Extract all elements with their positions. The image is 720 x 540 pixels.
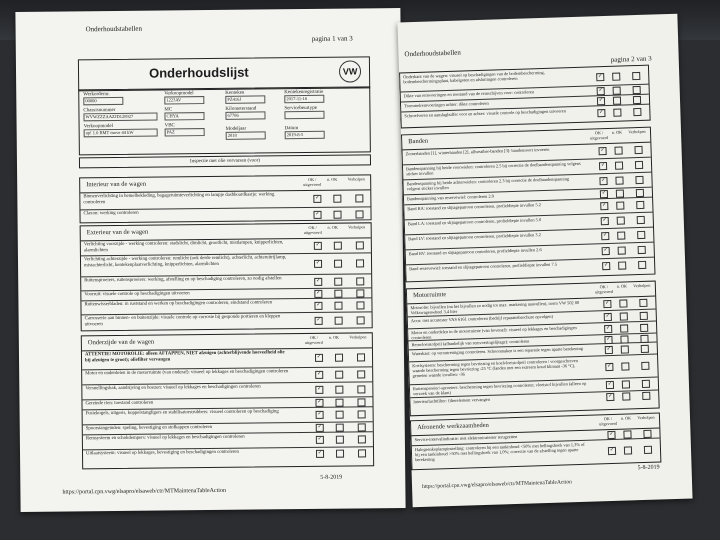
check-row-text: Remsysteem en schokdempers: visueel op lekkages en beschadigingen controleren <box>85 434 245 442</box>
checkbox-verholpen[interactable] <box>357 316 365 324</box>
checkbox-nok[interactable] <box>620 312 628 320</box>
checkbox-verholpen[interactable] <box>641 345 649 353</box>
check-row-text: Koelsysteem: bescherming tegen bevriezing en koelvloeistofpeil controleren / voorgeschreven waarde bescherming tegen bevriezing -25 °C (landen met een extreem koud klimaat -36 °C), gemeten waarde invullen: -36 <box>412 358 578 379</box>
checkbox-ok[interactable]: ✓ <box>601 232 609 240</box>
checkbox-nok[interactable] <box>612 73 620 81</box>
checkbox-nok[interactable] <box>336 436 344 444</box>
check-row-text: Verlichting achterzijde - werking controleren: remlicht (ook derde remlicht), achterlicht, achteruitrijlamp, mistachterlicht, kentekenplaatverlichting, knipperlichten, alarmlichten <box>83 255 287 269</box>
checkbox-ok[interactable]: ✓ <box>315 371 323 379</box>
checkbox-verholpen[interactable] <box>356 301 364 309</box>
section-interieur: Interieur van de wagen OK / uitgevoerd n. OK Verholpen Binnenverlichting in hemelbekleding, bagageruimteverlichting en lampje dashboardkastje: werking controleren ✓ Claxon: werking controleren ✓ <box>79 174 371 223</box>
section-title: Afronende werkzaamheden <box>417 421 489 432</box>
checkbox-nok[interactable] <box>618 261 626 269</box>
checkbox-nok[interactable] <box>336 424 344 432</box>
checkbox-ok[interactable]: ✓ <box>314 242 322 250</box>
checkbox-verholpen[interactable] <box>356 259 364 267</box>
checkbox-nok[interactable] <box>617 216 625 224</box>
checkbox-ok[interactable]: ✓ <box>315 317 323 325</box>
check-row-text: Uitlaatsysteem: visueel op lekkages, bevestiging en beschadigingen controleren <box>85 449 239 457</box>
checkbox-verholpen[interactable] <box>356 277 364 285</box>
checkbox-ok[interactable]: ✓ <box>315 386 323 394</box>
checkbox-ok[interactable]: ✓ <box>608 447 616 455</box>
check-row-text: Dikte van remvoeringen en toestand van de remschijven voor: controleren <box>403 89 535 99</box>
checkbox-nok[interactable] <box>618 246 626 254</box>
section-motorruimte: Motorruimte OK / uitgevoerd n. OK Verholpen Motorolie: bijvullen (na het bijvullen zo nodig tot max. markering aanvullen), norm VW 502 00 Volkswagenwheel 3,4 liter ✓ Accu: met accutester VAS 6161 controleren (bedrijf reparatiebrochure opvolgen) ✓ Motor en onderdelen in de motorruimte (van bovenaf): visueel op lekkages en beschadigingen controleren ✓ Remvloeistofpeil (afhankelijk van remvoeringslijtage): controleren ✓ Waterkast: op verontreiniging controleren. Schoonmaken is een reparatie tegen aparte berekening ✓ Koelsysteem: bescherming tegen bevriezing en koelvloeistofpeil controleren / voorgeschreven waarde bescherming tegen bevriezing -25 °C (landen met een extreem koud klimaat -36 °C), gemeten waarde invullen: -36 ✓ Ruitensproeier/-sproeiers: bescherming tegen bevriezing controleren; vloeistof bijvullen (alleen op verzoek van de klant) ✓ Interieurluchtfilter: filterelement vervangen ✓ <box>406 281 660 417</box>
check-row-text: Zomerbanden [1], winterbanden [2], allweather-banden [3]: bandensoort invoeren <box>405 146 550 157</box>
checkbox-ok[interactable]: ✓ <box>604 313 612 321</box>
checkbox-ok[interactable]: ✓ <box>316 424 324 432</box>
checkbox-nok[interactable] <box>616 201 624 209</box>
checkbox-nok[interactable] <box>335 386 343 394</box>
checkbox-verholpen[interactable] <box>633 96 641 104</box>
checkbox-nok[interactable] <box>334 260 342 268</box>
check-row-text: Versnellingsbak, aandrijving en hoezen: visueel op lekkages en beschadigingen controleren <box>85 384 261 392</box>
section-onderzijde: Onderzijde van de wagen OK / uitgevoerd n. OK Verholpen ATTENTIE! MOTOROLIE: alleen AFTAPPEN, NIET afzuigen (achterblijvende hoeveelheid olie bij afzuigen te groot); oliefilter vervangen ✓ Motor en onderdelen in de motorruimte (van onderaf): visueel op lekkages en beschadigingen controleren ✓ Versnellingsbak, aandrijving en hoezen: visueel op lekkages en beschadigingen controleren ✓ Gereinde rien: toestand controleren ✓ Fusiekogels, uitgeris, koppelstangligers en stabilisatorstrubbers: visueel controleren op beschadiging ✓ Spoorstangeinden: speling, bevestiging en stofkappen controleren ✓ Remsysteem en schokdempers: visueel op lekkages en beschadigingen controleren ✓ Uitlaatsysteem: visueel op lekkages, bevestiging en beschadigingen controleren ✓ <box>81 332 374 469</box>
checkbox-verholpen[interactable] <box>634 146 642 154</box>
section-onderkant-vervolg <box>399 65 651 129</box>
checkbox-nok[interactable] <box>615 162 623 170</box>
vw-logo-icon: VW <box>339 60 361 82</box>
checkbox-verholpen[interactable] <box>636 189 644 197</box>
checkbox-verholpen[interactable] <box>636 201 644 209</box>
form-title: Onderhoudslijst <box>148 64 249 81</box>
checkbox-nok[interactable] <box>623 430 631 438</box>
check-row-text: Carrosserie aan binnen- en buitenzijde: visuele controle op corrosie bij gesponde portieren en kleppen uitvoeren <box>84 314 281 328</box>
checkbox-verholpen[interactable] <box>355 194 363 202</box>
checkbox-verholpen[interactable] <box>357 353 365 361</box>
checkbox-verholpen[interactable] <box>643 430 651 438</box>
checkbox-ok[interactable]: ✓ <box>606 393 614 401</box>
checkbox-verholpen[interactable] <box>355 210 363 218</box>
checkbox-verholpen[interactable] <box>637 216 645 224</box>
checkbox-nok[interactable] <box>621 362 629 370</box>
checkbox-ok[interactable]: ✓ <box>596 73 604 81</box>
checkbox-verholpen[interactable] <box>642 392 650 400</box>
check-row-text: Remvloeistofpeil (afhankelijk van remvoeringslijtage): controleren <box>411 338 530 348</box>
checkbox-ok[interactable]: ✓ <box>599 177 607 185</box>
checkbox-ok[interactable]: ✓ <box>601 217 609 225</box>
field-kilometerstand: Kilometerstand 67786 <box>225 106 265 119</box>
checkbox-ok[interactable]: ✓ <box>603 300 611 308</box>
checkbox-verholpen[interactable] <box>358 410 366 418</box>
checkbox-verholpen[interactable] <box>358 435 366 443</box>
checkbox-verholpen[interactable] <box>642 380 650 388</box>
footer-date: 5-8-2019 <box>637 464 660 472</box>
checkbox-nok[interactable] <box>334 278 342 286</box>
section-banden: Banden OK / uitgevoerd n. OK Verholpen Zomerbanden [1], winterbanden [2], allweather-banden [3]: bandensoort invoeren ✓ Bandenspanning bij beide voorwielen: controleren 2.5 bij correctie de doelbandenspanning volgens sticker invullen ✓ Bandenspanning bij beide achterwielen: controleren 2.3 bij correctie de doelbandenspanning volgens sticker invullen ✓ Bandenspanning van reservewiel: controleren 2.9 ✓ Band RA: toestand en slijtagepatroon controleren, profieldiepte invullen 5.2 ✓ Band LA: toestand en slijtagepatroon controleren, profieldiepte invullen 5.0 ✓ Band LV: toestand en slijtagepatroon controleren, profieldiepte invullen 3.2 ✓ Band RV: toestand en slijtagepatroon controleren, profieldiepte invullen 2.6 ✓ Band reservewiel: toestand en slijtagepatroon controleren, profieldiepte invullen 7.5 ✓ <box>401 127 656 283</box>
check-row-text: Halogeenkoplampinstelling: controleren bij een tankinhoud <50% met hellingshoek van 1,3% of bij een tankinhoud >50% met hellingshoek van 1,0%; correctie van de afstelling tegen aparte berekening <box>414 441 585 463</box>
checkbox-verholpen[interactable] <box>632 72 640 80</box>
check-row-text: Onderkant van de wagen: visueel op beschadigingen van de bodembescherming, bodembeschermingsplaat, kabelgoten en afsluitingen controleren <box>403 69 545 85</box>
check-row-text: Ruitensproeier/-sproeiers: bescherming tegen bevriezing controleren; vloeistof bijvullen (alleen op verzoek van de klant) <box>412 380 587 397</box>
footer-url[interactable]: https://portal.cpn.vwg/elsapro/elsaweb/ctr/MTMaintenaTableAction <box>62 487 226 496</box>
checkbox-nok[interactable] <box>624 446 632 454</box>
checkbox-nok[interactable] <box>613 109 621 117</box>
right-page <box>397 14 692 508</box>
checkbox-ok[interactable]: ✓ <box>316 450 324 458</box>
checkbox-ok[interactable]: ✓ <box>602 262 610 270</box>
checkbox-nok[interactable] <box>335 317 343 325</box>
page-number: pagina 1 van 3 <box>311 34 353 43</box>
check-row-text: Band RA: toestand en slijtagepatroon controleren, profieldiepte invullen 5.2 <box>407 202 541 212</box>
checkbox-nok[interactable] <box>613 87 621 95</box>
checkbox-ok[interactable]: ✓ <box>316 436 324 444</box>
checkbox-verholpen[interactable] <box>633 86 641 94</box>
checkbox-verholpen[interactable] <box>633 108 641 116</box>
checkbox-ok[interactable]: ✓ <box>315 399 323 407</box>
checkbox-verholpen[interactable] <box>641 362 649 370</box>
checkbox-nok[interactable] <box>622 392 630 400</box>
check-row-text: Gereinde rien: toestand controleren <box>85 400 154 407</box>
check-row-text: Schroefveren en aanslagbuffer voor en achter: visuele controle op beschadigingen uitvoeren <box>404 108 566 119</box>
checkbox-ok[interactable]: ✓ <box>607 431 615 439</box>
check-row-text: Band LV: toestand en slijtagepatroon controleren, profieldiepte invullen 3.2 <box>408 232 541 242</box>
checkbox-verholpen[interactable] <box>635 161 643 169</box>
checkbox-nok[interactable] <box>334 242 342 250</box>
checkbox-ok[interactable]: ✓ <box>315 354 323 362</box>
check-row-text: Voorruit: visuele controle op beschadigingen uitvoeren <box>84 291 190 298</box>
field-kenteken: Kenteken PZ416J <box>225 90 265 103</box>
checkbox-nok[interactable] <box>614 147 622 155</box>
checkbox-verholpen[interactable] <box>357 398 365 406</box>
check-row-text: Binnenverlichting in hemelbekleding, bagageruimteverlichting en lampje dashboardkastje: werking controleren <box>83 192 275 206</box>
check-row-text: Claxon: werking controleren <box>83 210 139 217</box>
section-title: Onderzijde van de wagen <box>87 338 155 347</box>
checkbox-verholpen[interactable] <box>637 231 645 239</box>
field-datum: Datum 2019-8-5 <box>285 126 325 139</box>
field-servicebeurtype: Servicebeurtype <box>284 106 324 119</box>
section-title: Exterieur van de wagen <box>86 228 149 237</box>
checkbox-verholpen[interactable] <box>638 261 646 269</box>
header-title: Onderhoudstabellen <box>404 48 461 59</box>
page-number: pagina 2 van 3 <box>610 54 652 64</box>
checkbox-ok[interactable]: ✓ <box>316 411 324 419</box>
field-chassisnummer: Chassisnummer WVWZZZAAZJD128927 <box>83 108 157 122</box>
checkbox-ok[interactable]: ✓ <box>604 325 612 333</box>
checkbox-ok[interactable]: ✓ <box>602 247 610 255</box>
checkbox-nok[interactable] <box>615 176 623 184</box>
checkbox-verholpen[interactable] <box>357 370 365 378</box>
checkbox-verholpen[interactable] <box>640 312 648 320</box>
check-row-text: Bandenspanning bij beide voorwielen: controleren 2.5 bij correctie de doelbandenspanning volgens sticker invullen <box>405 160 581 177</box>
inspection-banner: Inspectie met olie vervarsen (voor) <box>79 154 371 168</box>
checkbox-ok[interactable]: ✓ <box>605 346 613 354</box>
checkbox-verholpen[interactable] <box>356 289 364 297</box>
section-exterieur: Exterieur van de wagen OK / uitgevoerd n. OK Verholpen Verlichting voorzijde - werking controleren: stadslicht, dimlicht, grootlicht, mistlampen, knipperlichten, alarmlichten ✓ Verlichting achterzijde - werking controleren: remlicht (ook derde remlicht), achterlicht, achteruitrijlamp, mistachterlicht, kentekenplaatverlichting, knipperlichten, alarmlichten ✓ Ruitensproeiers, ruitensproeiers: werking, afstelling en op beschadiging controleren, zo nodig afstellen ✓ Voorruit: visuele controle op beschadigingen uitvoeren ✓ Ruitenwisserbladen: in ruststand en werken op beschadigingen controleren, eindstand controleren ✓ Carrosserie aan binnen- en buitenzijde: visuele controle op corrosie bij gesponde portieren en kleppen uitvoeren ✓ <box>80 222 373 331</box>
checkbox-ok[interactable]: ✓ <box>597 109 605 117</box>
checkbox-verholpen[interactable] <box>640 324 648 332</box>
check-row-text: Ruitenwisserbladen: in ruststand en werken op beschadigingen controleren, eindstand controleren <box>84 300 273 308</box>
check-row-text: Motorolie: bijvullen (na het bijvullen zo nodig tot max. markering aanvullen), norm VW 502 00 Volkswagenwheel 3,4 liter <box>410 299 580 316</box>
checkbox-ok[interactable]: ✓ <box>313 211 321 219</box>
field-vbc: VBC PAZ <box>165 123 205 136</box>
checkbox-verholpen[interactable] <box>644 446 652 454</box>
check-row-text: Spoorstangeinden: speling, bevestiging en stofkappen controleren <box>85 424 213 432</box>
section-afronden: Afronende werkzaamheden OK / uitgevoerd n. OK Verholpen Service-intervalindicatie: met elektronicatester terugzetten ✓ Halogeenkoplampinstelling: controleren bij een tankinhoud <50% met hellingshoek van 1,3% of bij een tankinhoud >50% met hellingshoek van 1,0%; correctie van de afstelling tegen aparte berekening ✓ <box>410 412 661 470</box>
checkbox-nok[interactable] <box>613 97 621 105</box>
checkbox-ok[interactable]: ✓ <box>597 87 605 95</box>
checkbox-ok[interactable]: ✓ <box>604 336 612 344</box>
field-modeljaar: Modeljaar 2018 <box>226 126 266 139</box>
check-row-text: Interieurluchtfilter: filterelement vervangen <box>413 396 490 405</box>
field-verkoopmodel-naam: Verkoopmodel up! 1.0 BMT move 44 kW <box>84 124 158 138</box>
field-werkordernr: Werkordernr. 00000 <box>83 92 123 105</box>
section-title: Motorruimte <box>412 291 447 300</box>
check-row-text: Band reservewiel: toestand en slijtagepatroon controleren, profieldiepte invullen 7.5 <box>409 261 557 272</box>
check-row-text: Verlichting voorzijde - werking controleren: stadslicht, dimlicht, grootlicht, mistlampen, knipperlichten, alarmlichten <box>83 240 284 254</box>
check-row-text: Band RV: toestand en slijtagepatroon controleren, profieldiepte invullen 2.6 <box>408 247 542 257</box>
left-page <box>15 8 405 512</box>
field-kentekenregistratie: Kentekenregistratie 2017-11-16 <box>284 90 324 103</box>
section-title: Interieur van de wagen <box>86 180 146 189</box>
check-row-text: Fusiekogels, uitgeris, koppelstangligers en stabilisatorstrubbers: visueel controleren op beschadiging <box>85 409 279 417</box>
checkbox-nok[interactable] <box>335 354 343 362</box>
check-row-text: Accu: met accutester VAS 6161 controleren (bedrijf reparatiebrochure opvolgen) <box>410 313 554 324</box>
checkbox-nok[interactable] <box>620 324 628 332</box>
check-row-text: Bandenspanning van reservewiel: controleren 2.9 <box>406 193 494 202</box>
checkbox-nok[interactable] <box>336 450 344 458</box>
checkbox-nok[interactable] <box>335 399 343 407</box>
checkbox-verholpen[interactable] <box>357 385 365 393</box>
footer-url[interactable]: https://portal.cpn.vwg/elsapro/elsaweb/ctr/MTMaintenaTableAction <box>421 479 572 490</box>
check-row-text: Service-intervalindicatie: met elektronicatester terugzetten <box>414 433 518 443</box>
checkbox-ok[interactable]: ✓ <box>598 147 606 155</box>
checkbox-ok[interactable]: ✓ <box>313 195 321 203</box>
checkbox-ok[interactable]: ✓ <box>606 381 614 389</box>
checkbox-ok[interactable]: ✓ <box>600 190 608 198</box>
checkbox-nok[interactable] <box>621 345 629 353</box>
check-row-text: Waterkast: op verontreiniging controleren. Schoonmaken is een reparatie tegen aparte berekening <box>411 345 584 357</box>
field-mc: MC CHYA <box>164 107 204 120</box>
checkbox-nok[interactable] <box>335 371 343 379</box>
checkbox-ok[interactable]: ✓ <box>314 260 322 268</box>
checkbox-ok[interactable]: ✓ <box>599 162 607 170</box>
vehicle-info-grid <box>78 86 371 155</box>
check-row-text: ATTENTIE! MOTOROLIE: alleen AFTAPPEN, NIET afzuigen (achterblijvende hoeveelheid olie bij afzuigen te groot); oliefilter vervangen <box>84 350 285 364</box>
checkbox-verholpen[interactable] <box>358 449 366 457</box>
checkbox-nok[interactable] <box>617 231 625 239</box>
checkbox-verholpen[interactable] <box>638 246 646 254</box>
checkbox-nok[interactable] <box>333 195 341 203</box>
checkbox-verholpen[interactable] <box>639 299 647 307</box>
checkbox-nok[interactable] <box>334 302 342 310</box>
checkbox-verholpen[interactable] <box>358 423 366 431</box>
checkbox-nok[interactable] <box>619 299 627 307</box>
header-title: Onderhoudstabellen <box>85 24 142 34</box>
checkbox-nok[interactable] <box>333 211 341 219</box>
checkbox-verholpen[interactable] <box>356 241 364 249</box>
checkbox-nok[interactable] <box>336 411 344 419</box>
checkbox-ok[interactable]: ✓ <box>597 97 605 105</box>
checkbox-ok[interactable]: ✓ <box>314 302 322 310</box>
field-verkoopmodel-code: Verkoopmodel 1223AV <box>164 91 204 104</box>
checkbox-ok[interactable]: ✓ <box>314 290 322 298</box>
check-row-text: Bandenspanning bij beide achterwielen: controleren 2.3 bij correctie de doelbandenspanning volgens sticker invullen <box>406 176 570 192</box>
check-row-text: Trommelremvoeringen achter: dikte controleren <box>403 100 489 109</box>
check-row-text: Ruitensproeiers, ruitensproeiers: werking, afstelling en op beschadiging controleren, zo nodig afstellen <box>84 276 282 284</box>
checkbox-ok[interactable]: ✓ <box>605 363 613 371</box>
checkbox-verholpen[interactable] <box>635 176 643 184</box>
checkbox-nok[interactable] <box>616 189 624 197</box>
footer-date: 5-8-2019 <box>320 474 343 481</box>
checkbox-nok[interactable] <box>334 290 342 298</box>
checkbox-ok[interactable]: ✓ <box>314 278 322 286</box>
check-row-text: Motor en onderdelen in de motorruimte (van bovenaf): visueel op lekkages en beschadigingen controleren <box>411 325 577 341</box>
checkbox-nok[interactable] <box>622 380 630 388</box>
section-title: Banden <box>408 137 429 146</box>
checkbox-ok[interactable]: ✓ <box>600 202 608 210</box>
check-row-text: Motor en onderdelen in de motorruimte (van onderaf): visueel op lekkages en beschadigingen controleren <box>85 369 289 377</box>
check-row-text: Band LA: toestand en slijtagepatroon controleren, profieldiepte invullen 5.0 <box>407 217 542 227</box>
